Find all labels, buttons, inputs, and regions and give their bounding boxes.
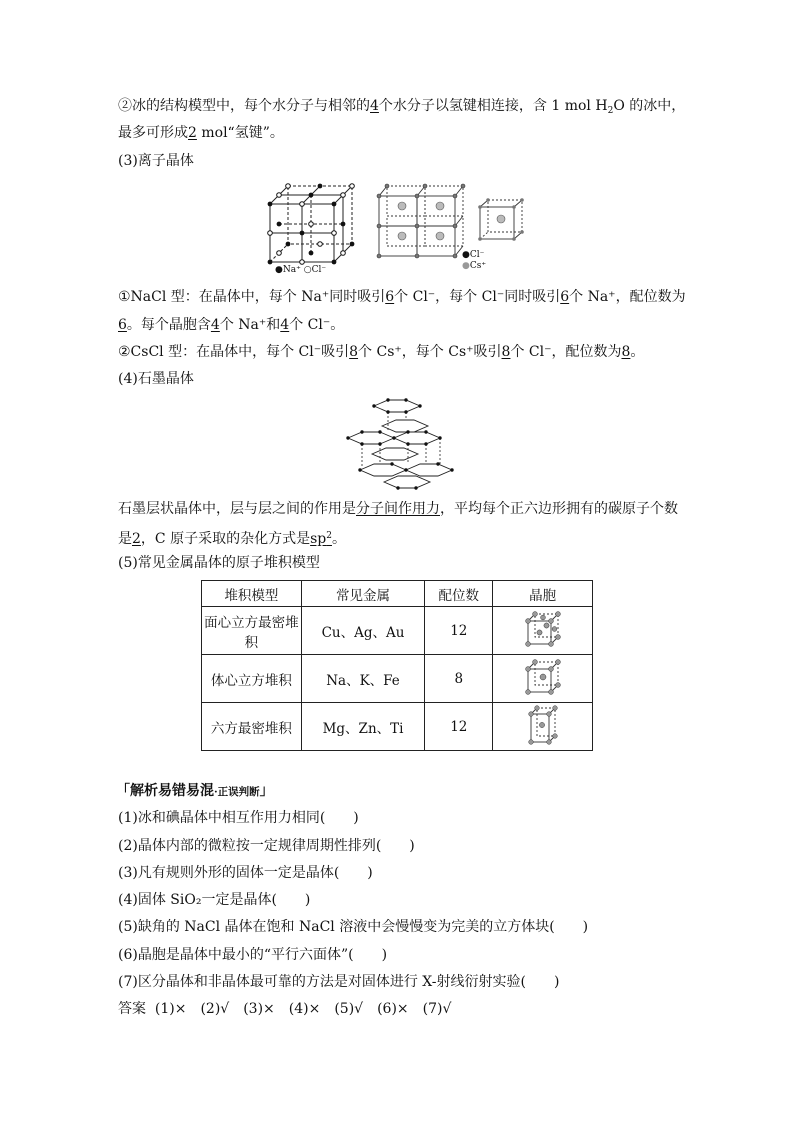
nacl-legend: ●Na⁺ ○Cl⁻ (275, 265, 327, 275)
judge-item: (1)冰和碘晶体中相互作用力相同( ) (118, 810, 359, 826)
table-header-row: 堆积模型 常见金属 配位数 晶胞 (202, 581, 593, 607)
graphite-figure (344, 398, 462, 492)
hbond-count: 2 (188, 125, 197, 141)
judge-item: (5)缺角的 NaCl 晶体在饱和 NaCl 溶液中会慢慢变为完美的立方体块( ) (118, 919, 589, 935)
metal-packing-table (201, 580, 593, 751)
table-row: 体心立方堆积 Na、K、Fe 8 (202, 655, 593, 703)
cscl-unit-cell (478, 198, 526, 242)
answer-values: (1)× (2)√ (3)× (4)× (5)√ (6)× (7)√ (154, 1001, 452, 1017)
graphite-line-2: 是2，C 原子采取的杂化方式是$sp^2$。 (118, 531, 346, 547)
cscl-lattice-figure (375, 182, 465, 258)
judge-item: (2)晶体内部的微粒按一定规律周期性排列( ) (118, 838, 415, 854)
ionic-heading: (3)离子晶体 (118, 153, 194, 169)
graphite-line-1: 石墨层状晶体中，层与层之间的作用是分子间作用力，平均每个正六边形拥有的碳原子个数 (118, 501, 678, 517)
judge-item: (7)区分晶体和非晶体最可靠的方法是对固体进行 X-射线衍射实验( ) (118, 974, 560, 990)
answer-label: 答案 (118, 1001, 146, 1017)
nacl-lattice-figure (266, 182, 366, 278)
cscl-line: ②CsCl 型：在晶体中，每个 Cl⁻吸引8个 Cs⁺，每个 Cs⁺吸引8个 Cl⁻，配位数为8。 (118, 344, 645, 360)
judge-item: (4)固体 SiO₂一定是晶体( ) (118, 892, 311, 908)
ice-line-1: ②冰的结构模型中，每个水分子与相邻的4个水分子以氢键相连接，含 1 mol $H_2O$ 的冰中， (118, 98, 686, 116)
judge-item: (3)凡有规则外形的固体一定是晶体( ) (118, 865, 373, 881)
ice-line-2: 最多可形成2 mol“氢键”。 (118, 125, 284, 141)
hcp-cell-icon (493, 703, 593, 751)
judge-section-title: 「解析易错易混·正误判断」 (116, 783, 274, 799)
nacl-line-1: ①NaCl 型：在晶体中，每个 Na⁺同时吸引6个 Cl⁻，每个 Cl⁻同时吸引6个 Na⁺，配位数为 (118, 289, 686, 305)
nacl-line-2: 6。每个晶胞含4个 Na⁺和4个 Cl⁻。 (118, 317, 345, 333)
table-row: 六方最密堆积 Mg、Zn、Ti 12 (202, 703, 593, 751)
bcc-cell-icon (493, 655, 593, 703)
neighbor-count: 4 (370, 98, 379, 114)
metal-heading: (5)常见金属晶体的原子堆积模型 (118, 555, 320, 571)
table-row: 面心立方最密堆积 Cu、Ag、Au 12 (202, 607, 593, 655)
cscl-legend: ●Cl⁻ ●Cs⁺ (462, 250, 487, 271)
interlayer-force: 分子间作用力 (356, 501, 440, 517)
judge-item: (6)晶胞是晶体中最小的“平行六面体”( ) (118, 947, 388, 963)
answer-line (118, 999, 451, 1019)
fcc-cell-icon (493, 607, 593, 655)
graphite-heading: (4)石墨晶体 (118, 371, 194, 387)
